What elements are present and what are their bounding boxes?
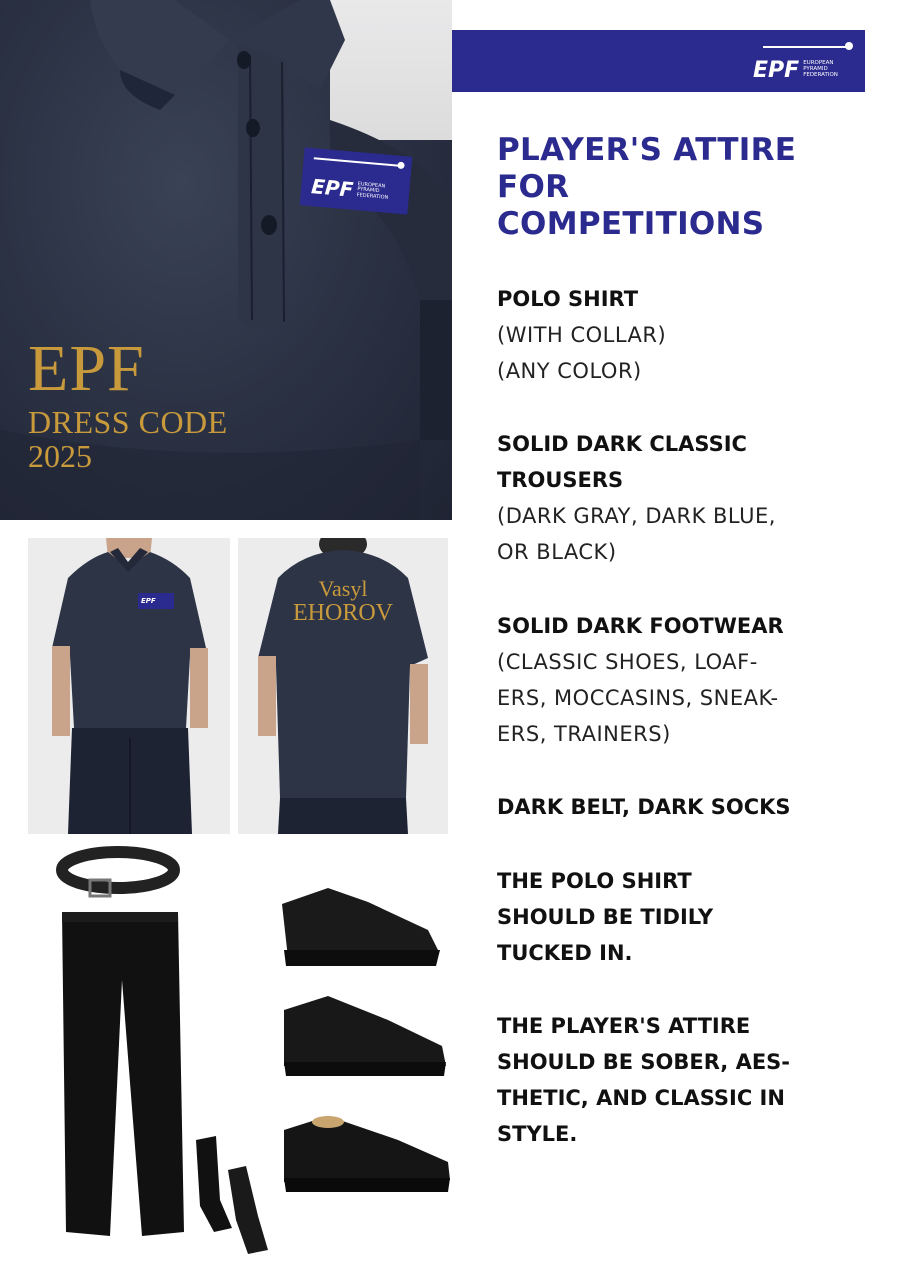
- attire-items: [28, 840, 468, 1270]
- page-title-line: PLAYER'S ATTIRE: [497, 132, 797, 168]
- back-print-last-name: EHOROV: [293, 600, 393, 626]
- rule-detail: (ANY COLOR): [497, 359, 642, 383]
- page-title-line: COMPETITIONS: [497, 206, 765, 242]
- rule-detail: (CLASSIC SHOES, LOAF-: [497, 650, 758, 674]
- cue-logo-icon: [763, 46, 847, 48]
- rule-polo-shirt: [497, 281, 887, 389]
- rule-title: POLO SHIRT: [497, 287, 639, 311]
- rule-detail: (DARK GRAY, DARK BLUE,: [497, 504, 776, 528]
- rule-title: SOLID DARK CLASSIC: [497, 432, 747, 456]
- rule-detail: ERS, TRAINERS): [497, 722, 671, 746]
- back-print-first-name: Vasyl: [318, 576, 368, 601]
- logo-abbr: EPF: [753, 57, 800, 83]
- small-badge-abbr: EPF: [141, 597, 156, 605]
- hero-title: EPF: [28, 332, 145, 405]
- epf-logo: [753, 38, 857, 84]
- rule-style: [497, 1008, 887, 1152]
- rule-detail: (WITH COLLAR): [497, 323, 667, 347]
- page-title: [497, 132, 887, 243]
- rule-detail: OR BLACK): [497, 540, 617, 564]
- rule-title: THE POLO SHIRT: [497, 869, 692, 893]
- loafers-icon: [284, 1116, 450, 1192]
- hero-subtitle: DRESS CODE: [28, 404, 228, 440]
- rule-title: STYLE.: [497, 1122, 578, 1146]
- rule-title: SHOULD BE TIDILY: [497, 905, 714, 929]
- rule-title: DARK BELT, DARK SOCKS: [497, 795, 791, 819]
- player-back-photo: [238, 538, 448, 834]
- epf-chest-badge: [300, 147, 413, 214]
- classic-shoes-icon: [284, 996, 446, 1076]
- rule-title: THETIC, AND CLASSIC IN: [497, 1086, 785, 1110]
- hero-photo: [0, 0, 452, 520]
- sneakers-icon: [282, 888, 440, 966]
- page-title-line: FOR: [497, 169, 570, 205]
- rule-title: TROUSERS: [497, 468, 624, 492]
- rules-column: [497, 132, 887, 1152]
- rule-title: THE PLAYER'S ATTIRE: [497, 1014, 751, 1038]
- logo-full-name: EUROPEAN PYRAMID FEDERATION: [803, 60, 838, 78]
- rule-detail: ERS, MOCCASINS, SNEAK-: [497, 686, 779, 710]
- attire-items-illustration: [28, 840, 468, 1270]
- player-front-photo: [28, 538, 230, 834]
- rule-trousers: [497, 426, 887, 570]
- cue-logo-icon: [314, 157, 400, 166]
- trousers-icon: [62, 912, 184, 1236]
- player-front-illustration: [28, 538, 230, 834]
- badge-full-name: EUROPEAN PYRAMID FEDERATION: [356, 181, 389, 201]
- rule-footwear: [497, 608, 887, 752]
- badge-abbr: EPF: [310, 174, 355, 202]
- hero-year: 2025: [28, 438, 92, 474]
- socks-icon: [196, 1136, 268, 1254]
- rule-title: SHOULD BE SOBER, AES-: [497, 1050, 791, 1074]
- belt-icon: [62, 852, 174, 896]
- rule-belt-socks: [497, 789, 887, 825]
- ball-logo-icon: [397, 162, 405, 170]
- dress-code-title: [28, 332, 228, 474]
- rule-title: SOLID DARK FOOTWEAR: [497, 614, 784, 638]
- ball-logo-icon: [845, 42, 853, 50]
- rule-title: TUCKED IN.: [497, 941, 633, 965]
- header-band: [452, 30, 865, 92]
- epf-small-badge: [138, 593, 174, 609]
- rule-tucked-in: [497, 863, 887, 971]
